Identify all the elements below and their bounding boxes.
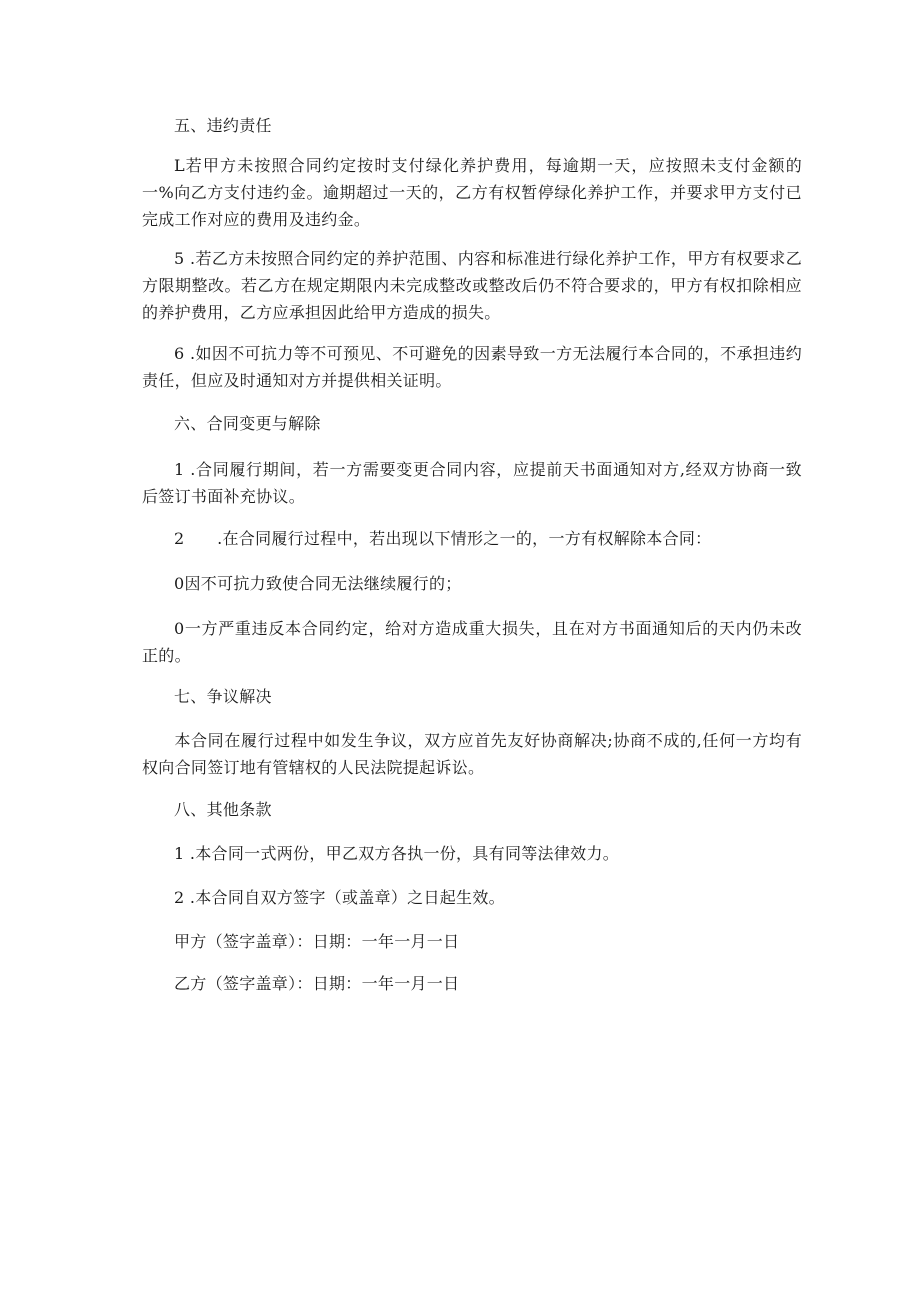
paragraph-effective-date: 2 .本合同自双方签字（或盖章）之日起生效。 [174,888,505,907]
signature-line-party-b: 乙方（签字盖章）：日期：一年一月一日 [174,974,460,993]
paragraph-termination-conditions: 2 .在合同履行过程中，若出现以下情形之一的，一方有权解除本合同： [174,529,712,548]
section-heading-dispute-resolution: 七、争议解决 [174,687,272,706]
paragraph-force-majeure: 6 .如因不可抗力等不可预见、不可避免的因素导致一方无法履行本合同的，不承担违约责任，但应及时通知对方并提供相关证明。 [142,344,802,390]
list-item-serious-breach-termination: 0一方严重违反本合同约定，给对方造成重大损失，且在对方书面通知后的天内仍未改正的。 [142,619,802,665]
paragraph-maintenance-rectification: 5 .若乙方未按照合同约定的养护范围、内容和标准进行绿化养护工作，甲方有权要求乙方限期整改。若乙方在规定期限内未完成整改或整改后仍不符合要求的，甲方有权扣除相应的养护费用，乙方应承担因此给甲方造成的损失。 [142,249,802,322]
paragraph-late-payment-penalty: L若甲方未按照合同约定按时支付绿化养护费用，每逾期一天，应按照未支付金额的一%向乙方支付违约金。逾期超过一天的，乙方有权暂停绿化养护工作，并要求甲方支付已完成工作对应的费用及违约金。 [142,156,802,229]
paragraph-contract-modification: 1 .合同履行期间，若一方需要变更合同内容，应提前天书面通知对方,经双方协商一致后签订书面补充协议。 [142,460,802,506]
list-item-force-majeure-termination: 0因不可抗力致使合同无法继续履行的； [174,574,462,593]
paragraph-dispute-resolution: 本合同在履行过程中如发生争议，双方应首先友好协商解决;协商不成的,任何一方均有权向合同签订地有管辖权的人民法院提起诉讼。 [142,731,802,777]
section-heading-contract-change: 六、合同变更与解除 [174,414,321,433]
section-heading-other-terms: 八、其他条款 [174,800,272,819]
paragraph-copies: 1 .本合同一式两份，甲乙双方各执一份，具有同等法律效力。 [174,844,620,863]
section-heading-breach-liability: 五、违约责任 [174,116,272,135]
signature-line-party-a: 甲方（签字盖章）：日期：一年一月一日 [174,932,460,951]
